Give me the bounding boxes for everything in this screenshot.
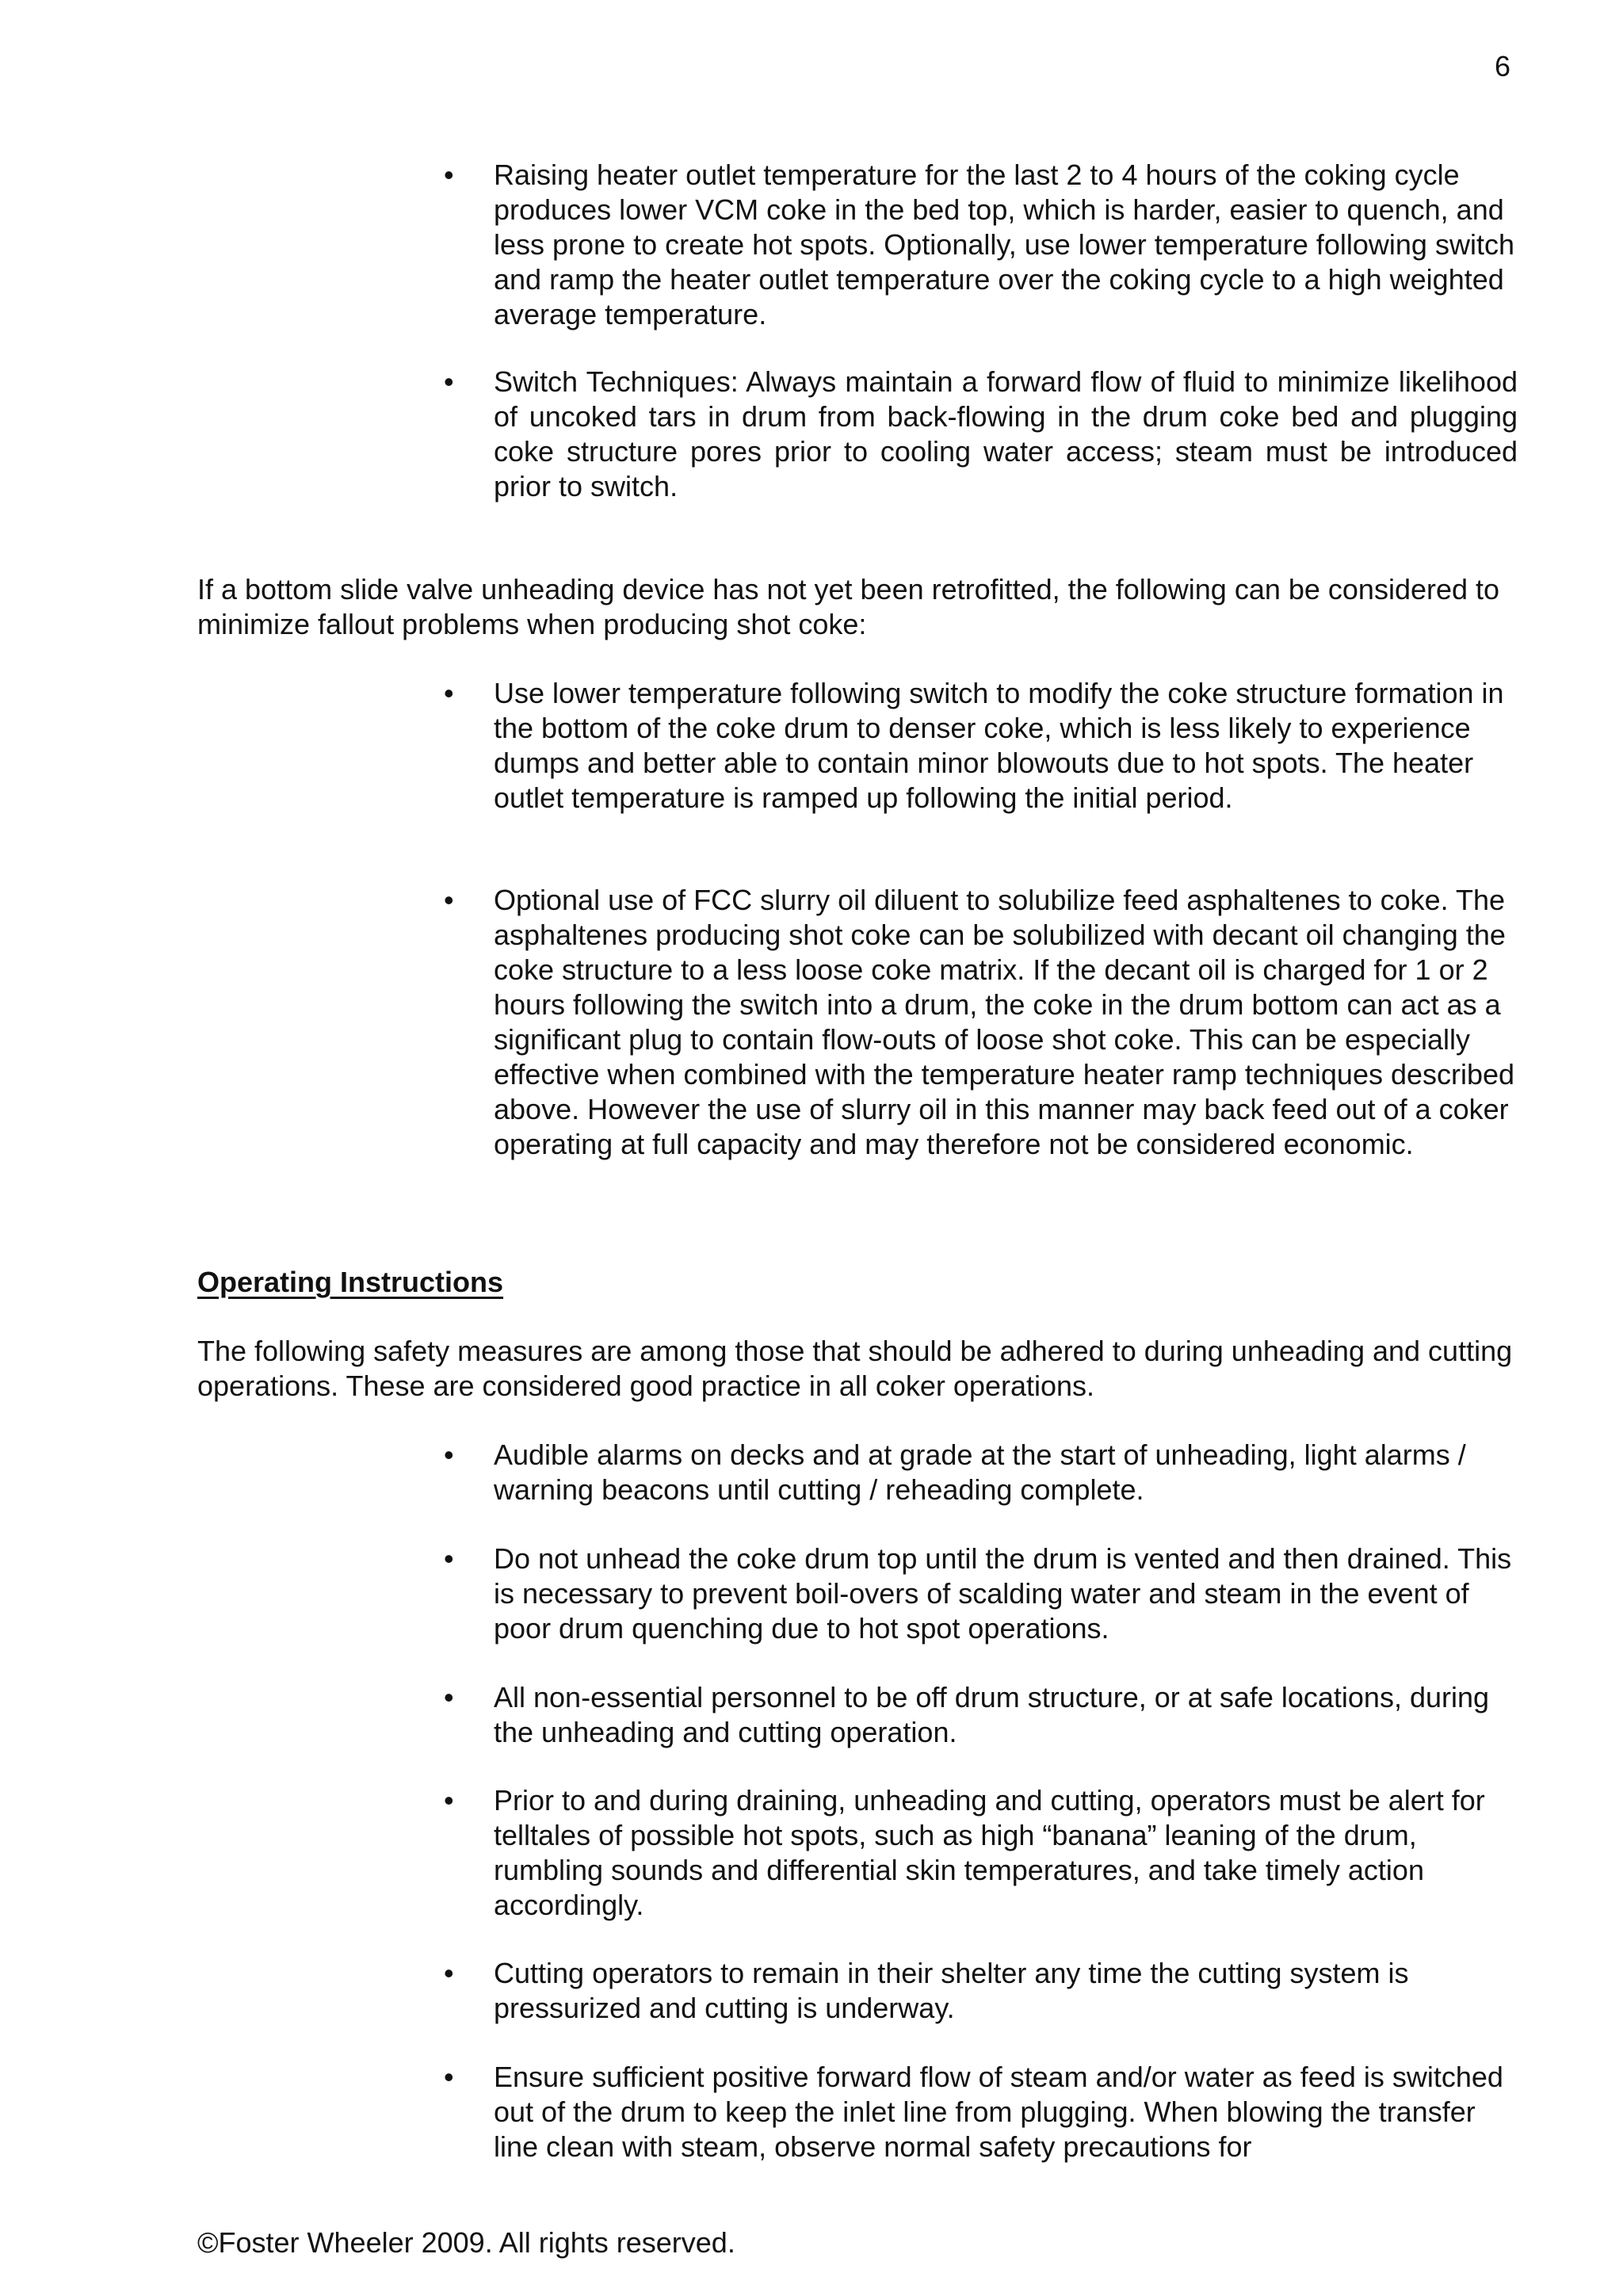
- bullet-icon: •: [444, 1784, 454, 1817]
- bullet-text: Use lower temperature following switch to modify the coke structure formation in the bottom of the coke drum to denser coke, which is less likely to experience dumps and better able to contain minor blowouts due to hot spots. The heater outlet temperature is ramped up following the initial period.: [494, 677, 1504, 814]
- bullet-text: Ensure sufficient positive forward flow of steam and/or water as feed is switched out of the drum to keep the inlet line from plugging. When blowing the transfer line clean with steam, observe normal safety precautions for: [494, 2061, 1503, 2163]
- bullet-text: Do not unhead the coke drum top until the drum is vented and then drained. This is necessary to prevent boil-overs of scalding water and steam in the event of poor drum quenching due to hot spot operations.: [494, 1542, 1512, 1645]
- bullet-icon: •: [444, 1542, 454, 1575]
- page-number: 6: [1495, 50, 1511, 82]
- body-paragraph: The following safety measures are among those that should be adhered to during unheading and cutting operations. These are considered good practice in all coker operations.: [197, 1335, 1513, 1402]
- bullet-text: Cutting operators to remain in their shelter any time the cutting system is pressurized and cutting is underway.: [494, 1957, 1409, 2024]
- bullet-text: Optional use of FCC slurry oil diluent to solubilize feed asphaltenes to coke. The asphaltenes producing shot coke can be solubilized with decant oil changing the coke structure to a less loose coke matrix. If the decant oil is charged for 1 or 2 hours following the switch into a drum, the coke in the drum bottom can act as a significant plug to contain flow-outs of loose shot coke. This can be especially effective when combined with the temperature heater ramp techniques described above. However the use of slurry oil in this manner may back feed out of a coker operating at full capacity and may therefore not be considered economic.: [494, 884, 1515, 1160]
- section-heading: Operating Instructions: [197, 1266, 504, 1298]
- bullet-text: Switch Techniques: Always maintain a forward flow of fluid to minimize likelihood of uncoked tars in drum from back-flowing in the drum coke bed and plugging coke structure pores prior to cooling water access; steam must be introduced prior to switch.: [494, 365, 1518, 502]
- bullet-icon: •: [444, 159, 454, 191]
- bullet-icon: •: [444, 1681, 454, 1713]
- body-paragraph: If a bottom slide valve unheading device has not yet been retrofitted, the following can be considered to minimize fallout problems when producing shot coke:: [197, 573, 1500, 640]
- copyright-footer: ©Foster Wheeler 2009. All rights reserved.: [197, 2226, 735, 2259]
- bullet-icon: •: [444, 1957, 454, 1989]
- bullet-icon: •: [444, 884, 454, 916]
- bullet-text: Prior to and during draining, unheading and cutting, operators must be alert for telltales of possible hot spots, such as high “banana” leaning of the drum, rumbling sounds and differential skin temperatures, and take timely action accordingly.: [494, 1784, 1485, 1921]
- bullet-icon: •: [444, 677, 454, 709]
- bullet-text: Raising heater outlet temperature for the last 2 to 4 hours of the coking cycle produces lower VCM coke in the bed top, which is harder, easier to quench, and less prone to create hot spots. Optionally, use lower temperature following switch and ramp the heater outlet temperature over the coking cycle to a high weighted average temperature.: [494, 159, 1514, 330]
- bullet-text: Audible alarms on decks and at grade at the start of unheading, light alarms / warning beacons until cutting / reheading complete.: [494, 1438, 1466, 1506]
- bullet-text: All non-essential personnel to be off drum structure, or at safe locations, during the unheading and cutting operation.: [494, 1681, 1490, 1748]
- bullet-icon: •: [444, 365, 454, 398]
- bullet-icon: •: [444, 2061, 454, 2093]
- bullet-icon: •: [444, 1438, 454, 1471]
